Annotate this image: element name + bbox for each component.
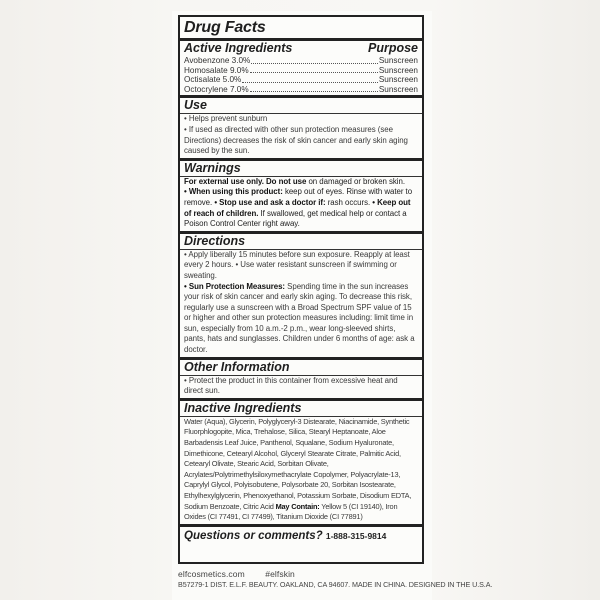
active-ingredients-header — [184, 41, 418, 56]
ingredient-row — [184, 66, 418, 76]
may-contain-text: Yellow 5 (CI 19140), Iron Oxides (CI 77491, CI 77499), Titanium Dioxide (CI 77891) — [184, 501, 398, 522]
ingredient-purpose: Sunscreen — [378, 56, 418, 65]
directions-text — [184, 250, 418, 356]
ingredient-purpose: Sunscreen — [378, 75, 418, 85]
inactive-ingredients-section — [184, 401, 418, 523]
ingredient-name: Avobenzone 3.0% — [184, 56, 251, 65]
phone-number: 1-888-315-9814 — [325, 530, 387, 541]
do-not-use-text: on damaged or broken skin. — [308, 176, 405, 186]
active-ingredients-section — [184, 41, 418, 94]
warnings-heading: Warnings — [184, 160, 241, 175]
ingredient-row — [184, 75, 418, 85]
warnings-section — [184, 161, 418, 230]
drug-facts-box — [178, 15, 424, 564]
sun-protection-bold: • Sun Protection Measures: — [184, 281, 285, 291]
hashtag-text: #elfskin — [265, 569, 295, 579]
distribution-line: B57279-1 DIST. E.L.F. BEAUTY. OAKLAND, CA 94607. MADE IN CHINA. DESIGNED IN THE U.S.A. — [178, 580, 493, 589]
use-bullet: • Helps prevent sunburn — [184, 114, 268, 124]
stop-use-text: rash occurs. — [327, 197, 371, 207]
ingredient-row — [184, 56, 418, 66]
keep-out-text: If swallowed, get medical help or contact a Poison Control Center right away. — [184, 208, 407, 229]
ingredient-row — [184, 85, 418, 95]
ingredient-name: Octisalate 5.0% — [184, 75, 242, 85]
directions-heading: Directions — [184, 233, 246, 248]
use-bullet: • If used as directed with other sun protection measures (see Directions) decreases the risk of skin cancer and early skin aging caused by the sun. — [184, 124, 408, 156]
leader-dots — [251, 56, 378, 64]
may-contain-bold: May Contain: — [275, 501, 320, 511]
ingredient-purpose: Sunscreen — [378, 84, 418, 94]
directions-section — [184, 234, 418, 356]
inactive-ingredients-list: Water (Aqua), Glycerin, Polyglyceryl-3 Distearate, Niacinamide, Synthetic Fluorphlogopite, Mica, Trehalose, Silica, Stearyl Heptanoate, Aloe Barbadensis Leaf Juice, Panthenol, Squalane, Sodium Hyaluronate, Dimethicone, Cetearyl Alcohol, Glyceryl Stearate Citrate, Palmitic Acid, Cetearyl Olivate, Stearic Acid, Sorbitan Olivate, Acrylates/Polytrimethylsiloxymethacrylate Copolymer, Polyacrylate-13, Caprylyl Glycol, Polyisobutene, Polysorbate 20, Sorbitan Isostearate, Ethylhexylglycerin, Phenoxyethanol, Potassium Sorbate, Disodium EDTA, Sodium Benzoate, Citric Acid — [184, 416, 412, 511]
warnings-text — [184, 177, 418, 230]
ingredient-name: Homosalate 9.0% — [184, 65, 249, 75]
when-using-bold: • When using this product: — [184, 187, 283, 197]
directions-apply-text: • Apply liberally 15 minutes before sun exposure. Reapply at least every 2 hours. • Use water resistant sunscreen if swimming or sweating. — [184, 249, 410, 280]
ingredient-purpose: Sunscreen — [378, 65, 418, 75]
purpose-heading: Purpose — [367, 41, 418, 55]
do-not-use-bold: Do not use — [266, 176, 307, 186]
inactive-ingredients-heading: Inactive Ingredients — [184, 400, 302, 415]
questions-line — [184, 527, 418, 545]
other-information-heading: Other Information — [184, 359, 290, 374]
active-ingredients-heading: Active Ingredients — [184, 41, 293, 55]
when-using-text: keep out of eyes. Rinse with water to remove. — [184, 187, 413, 207]
leader-dots — [250, 66, 378, 74]
ingredient-name: Octocrylene 7.0% — [184, 84, 249, 94]
inactive-ingredients-text — [184, 417, 418, 523]
sun-protection-text: Spending time in the sun increases your risk of skin cancer and early skin aging. To decrease this risk, regularly use a sunscreen with a Broad Spectrum SPF value of 15 or higher and other sun protection measures including: limit time in sun, especially from 10 a.m.-2 p.m., wear long-sleeved shirts, pants, hats and sunglasses. Children under 6 months of age: ask a doctor. — [184, 281, 415, 355]
website-text: elfcosmetics.com — [178, 569, 245, 579]
other-information-text: • Protect the product in this container from excessive heat and direct sun. — [184, 375, 398, 396]
leader-dots — [250, 85, 378, 93]
stop-use-bold: • Stop use and ask a doctor if: — [214, 197, 326, 207]
questions-label: Questions or comments? — [184, 529, 323, 542]
leader-dots — [242, 75, 378, 83]
use-section — [184, 98, 418, 156]
drug-facts-title: Drug Facts — [184, 19, 266, 36]
website-line — [178, 569, 295, 579]
external-use-bold: For external use only. — [184, 176, 264, 186]
other-information-section — [184, 360, 418, 397]
keep-out-bold: • Keep out of reach of children. — [184, 197, 411, 218]
use-heading: Use — [184, 98, 207, 113]
